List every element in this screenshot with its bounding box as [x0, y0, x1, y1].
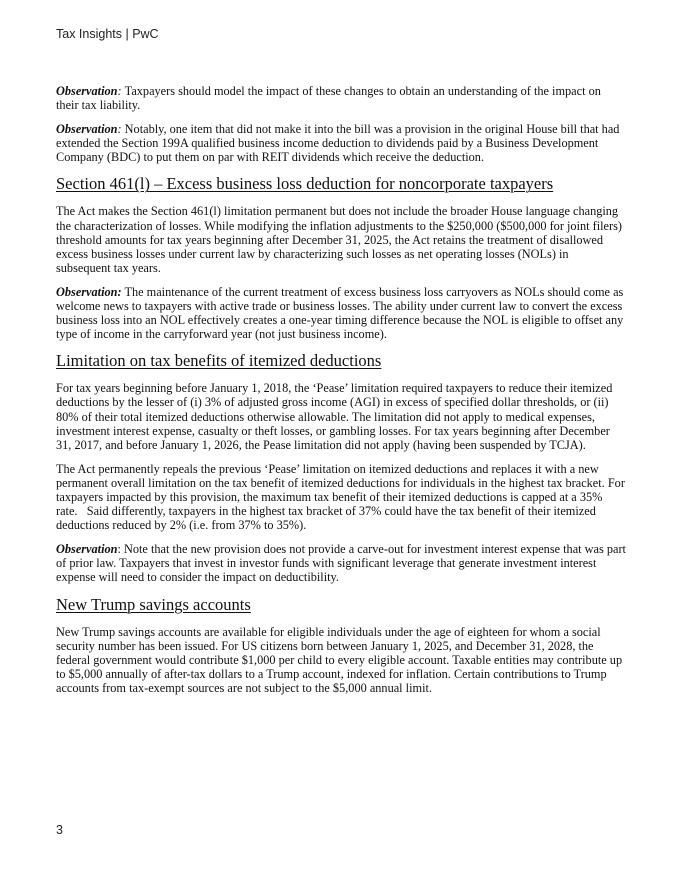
page-number: 3 [56, 823, 63, 837]
observation-paragraph [56, 542, 626, 584]
section-heading-excess-business-loss: Section 461(l) – Excess business loss deduction for noncorporate taxpayers [56, 174, 554, 194]
observation-label: Observation: [56, 284, 122, 299]
observation-text: : Note that the new provision does not provide a carve-out for investment interest expense that was part of prior law. Taxpayers that invest in investor funds with significant leverage that generate investment interest expense will need to consider the impact on deductibility. [56, 542, 626, 585]
body-paragraph: New Trump savings accounts are available for eligible individuals under the age of eighteen for whom a social security number has been issued. For US citizens born between January 1, 2025, and December 31, 2028, the federal government would contribute $1,000 per child to every eligible account. Taxable entities may contribute up to $5,000 annually of after-tax dollars to a Trump account, indexed for inflation. Certain contributions to Trump accounts from tax-exempt sources are not subject to the $5,000 annual limit. [56, 624, 623, 695]
observation-label: Observation [56, 542, 118, 557]
section-heading-itemized-deductions: Limitation on tax benefits of itemized deductions [56, 351, 382, 371]
observation-paragraph [56, 84, 626, 112]
observation-separator: : [117, 122, 125, 137]
page-header: Tax Insights | PwC [56, 27, 159, 41]
section-heading-trump-savings-accounts: New Trump savings accounts [56, 594, 251, 614]
observation-text: Notably, one item that did not make it into the bill was a provision in the original House bill that had extended the Section 199A qualified business income deduction to dividends paid by a Business Development Company (BDC) to put them on par with REIT dividends which receive the deduction. [56, 122, 620, 165]
observation-label: Observation [56, 122, 118, 137]
observation-text: The maintenance of the current treatment of excess business loss carryovers as NOLs should come as welcome news to taxpayers with active trade or business losses. The ability under current law to convert the excess business loss into an NOL effectively creates a one-year timing difference because the NOL is eligible to offset any type of income in the carryforward year (not just business income). [56, 284, 624, 342]
document-body [56, 84, 626, 705]
observation-separator: : [117, 84, 125, 98]
observation-text: Taxpayers should model the impact of these changes to obtain an understanding of the impact on their tax liability. [56, 84, 601, 113]
observation-label: Observation [56, 84, 118, 98]
body-paragraph: For tax years beginning before January 1, 2018, the ‘Pease’ limitation required taxpayers to reduce their itemized deductions by the lesser of (i) 3% of adjusted gross income (AGI) in excess of specified dollar thresholds, or (ii) 80% of their total itemized deductions otherwise allowable. The limitation did not apply to medical expenses, investment interest expense, casualty or theft losses, or gambling losses. For tax years beginning after December 31, 2017, and before January 1, 2026, the Pease limitation did not apply (having been suspended by TCJA). [56, 381, 613, 452]
body-paragraph: The Act permanently repeals the previous ‘Pease’ limitation on itemized deductions and replaces it with a new permanent overall limitation on the tax benefit of itemized deductions for individuals in the highest tax bracket. For taxpayers impacted by this provision, the maximum tax benefit of their itemized deductions is capped at a 35% rate. Said differently, taxpayers in the highest tax bracket of 37% could have the tax benefit of their itemized deductions reduced by 2% (i.e. from 37% to 35%). [56, 461, 628, 533]
observation-paragraph [56, 122, 626, 164]
observation-paragraph [56, 285, 626, 341]
body-paragraph: The Act makes the Section 461(l) limitation permanent but does not include the broader House language changing the characterization of losses. While modifying the inflation adjustments to the $250,000 ($500,000 for joint filers) threshold amounts for tax years beginning after December 31, 2025, the Act retains the treatment of disallowed excess business losses under current law by characterizing such losses as net operating losses (NOLs) in subsequent tax years. [56, 204, 622, 275]
